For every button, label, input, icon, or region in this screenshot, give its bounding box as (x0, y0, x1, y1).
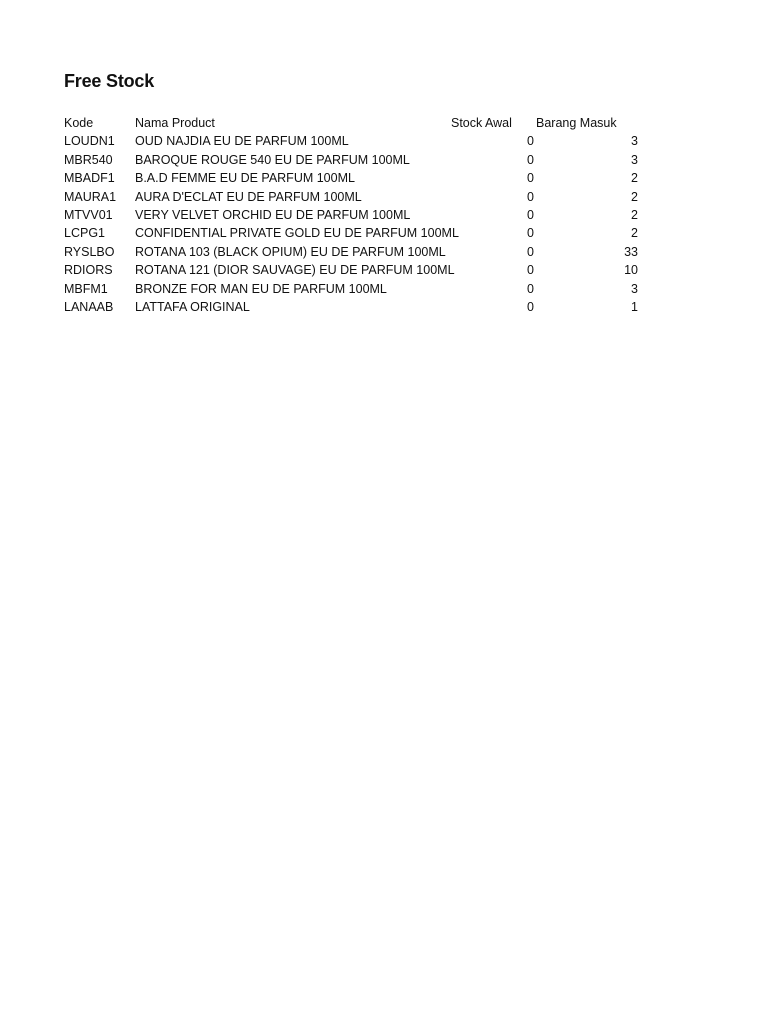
cell-kode: RYSLBO (64, 244, 115, 259)
cell-stock-awal: 0 (527, 263, 534, 278)
cell-nama-product: AURA D'ECLAT EU DE PARFUM 100ML (135, 189, 362, 204)
cell-stock-awal: 0 (527, 226, 534, 241)
cell-barang-masuk: 2 (631, 226, 638, 241)
table-row (64, 188, 644, 206)
cell-nama-product: CONFIDENTIAL PRIVATE GOLD EU DE PARFUM 100ML (135, 226, 459, 241)
table-row (64, 280, 644, 298)
cell-stock-awal: 0 (527, 134, 534, 149)
column-header-stock-awal: Stock Awal (451, 116, 512, 130)
table-row (64, 132, 644, 150)
cell-stock-awal: 0 (527, 189, 534, 204)
cell-nama-product: ROTANA 103 (BLACK OPIUM) EU DE PARFUM 100ML (135, 244, 446, 259)
cell-barang-masuk: 10 (624, 263, 638, 278)
cell-barang-masuk: 3 (631, 152, 638, 167)
cell-stock-awal: 0 (527, 299, 534, 314)
cell-stock-awal: 0 (527, 171, 534, 186)
column-header-nama-product: Nama Product (135, 116, 215, 130)
cell-kode: LOUDN1 (64, 134, 115, 149)
cell-nama-product: OUD NAJDIA EU DE PARFUM 100ML (135, 134, 349, 149)
cell-barang-masuk: 1 (631, 299, 638, 314)
cell-barang-masuk: 3 (631, 281, 638, 296)
cell-nama-product: B.A.D FEMME EU DE PARFUM 100ML (135, 171, 355, 186)
cell-stock-awal: 0 (527, 207, 534, 222)
stock-table (64, 114, 644, 316)
cell-barang-masuk: 2 (631, 189, 638, 204)
cell-kode: MBR540 (64, 152, 113, 167)
cell-stock-awal: 0 (527, 244, 534, 259)
cell-nama-product: VERY VELVET ORCHID EU DE PARFUM 100ML (135, 207, 411, 222)
cell-kode: MTVV01 (64, 207, 113, 222)
column-header-barang-masuk: Barang Masuk (536, 116, 617, 130)
table-row (64, 169, 644, 187)
cell-barang-masuk: 2 (631, 207, 638, 222)
table-row (64, 224, 644, 242)
table-row (64, 206, 644, 224)
cell-kode: LCPG1 (64, 226, 105, 241)
table-row (64, 243, 644, 261)
cell-kode: MBADF1 (64, 171, 115, 186)
cell-barang-masuk: 3 (631, 134, 638, 149)
table-row (64, 261, 644, 279)
cell-stock-awal: 0 (527, 281, 534, 296)
table-row (64, 298, 644, 316)
cell-stock-awal: 0 (527, 152, 534, 167)
page-title: Free Stock (64, 71, 155, 91)
cell-nama-product: LATTAFA ORIGINAL (135, 299, 250, 314)
cell-nama-product: BAROQUE ROUGE 540 EU DE PARFUM 100ML (135, 152, 410, 167)
cell-barang-masuk: 33 (624, 244, 638, 259)
cell-kode: MAURA1 (64, 189, 117, 204)
column-header-kode: Kode (64, 116, 94, 130)
cell-nama-product: BRONZE FOR MAN EU DE PARFUM 100ML (135, 281, 387, 296)
cell-nama-product: ROTANA 121 (DIOR SAUVAGE) EU DE PARFUM 100ML (135, 263, 455, 278)
cell-kode: RDIORS (64, 263, 113, 278)
cell-kode: LANAAB (64, 299, 114, 314)
cell-barang-masuk: 2 (631, 171, 638, 186)
table-header-row (64, 114, 644, 132)
table-row (64, 151, 644, 169)
cell-kode: MBFM1 (64, 281, 108, 296)
